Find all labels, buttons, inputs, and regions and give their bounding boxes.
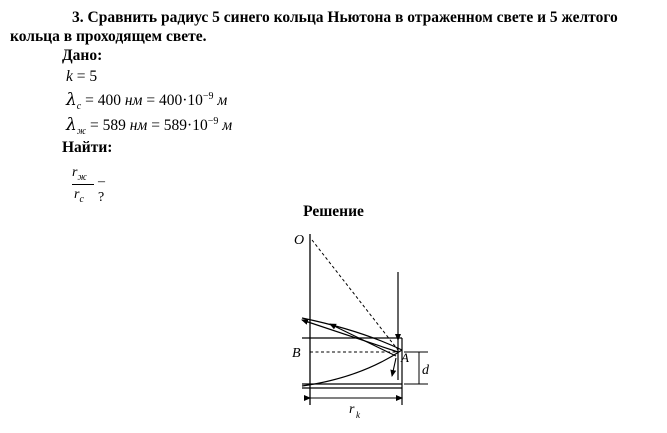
lambda-blue-eq1: = 400 — [81, 92, 125, 109]
radius-dashed-line — [312, 240, 398, 350]
problem-line-1: 3. Сравнить радиус 5 синего кольца Ньютона в отраженном свете и 5 желтого — [72, 9, 618, 26]
lambda-yellow-exp: −9 — [207, 115, 219, 127]
find-label: Найти: — [62, 139, 113, 156]
label-d: d — [422, 363, 429, 378]
lambda-yellow-symbol: λ — [66, 115, 77, 135]
fraction-question: – ? — [98, 174, 105, 205]
k-symbol: k — [66, 68, 73, 85]
lambda-blue-unit2: м — [213, 92, 228, 109]
lambda-blue-unit1: нм — [124, 92, 143, 109]
label-b: B — [292, 346, 301, 361]
lambda-blue-exp: −9 — [202, 90, 214, 102]
numerator-symbol: r — [72, 165, 78, 180]
lambda-yellow-unit2: м — [218, 117, 233, 134]
lens-curve-top — [302, 318, 402, 350]
lambda-yellow-eq1: = 589 — [86, 117, 130, 134]
denominator-symbol: r — [74, 187, 80, 202]
label-o: O — [294, 233, 305, 248]
problem-line-2: кольца в проходящем свете. — [10, 28, 207, 45]
label-r: r — [349, 402, 355, 417]
lens-curve-bottom — [302, 350, 402, 386]
denominator-sub: с — [79, 193, 84, 205]
lambda-yellow-unit1: нм — [129, 117, 148, 134]
given-label: Дано: — [62, 47, 103, 64]
reflected-ray-1 — [302, 320, 398, 352]
label-a: A — [401, 350, 409, 365]
lambda-blue-sub: с — [76, 101, 82, 113]
lambda-yellow-eq2: = 589·10 — [147, 117, 208, 134]
numerator-sub: ж — [77, 171, 87, 183]
transmitted-ray — [392, 358, 396, 376]
k-value: = 5 — [72, 68, 98, 85]
lambda-blue-eq2: = 400·10 — [142, 92, 203, 109]
solution-heading: Решение — [303, 203, 364, 220]
label-r-sub: k — [356, 410, 360, 420]
reflected-ray-2 — [330, 324, 396, 356]
lambda-blue-symbol: λ — [66, 90, 77, 110]
lambda-yellow-sub: ж — [76, 126, 87, 138]
